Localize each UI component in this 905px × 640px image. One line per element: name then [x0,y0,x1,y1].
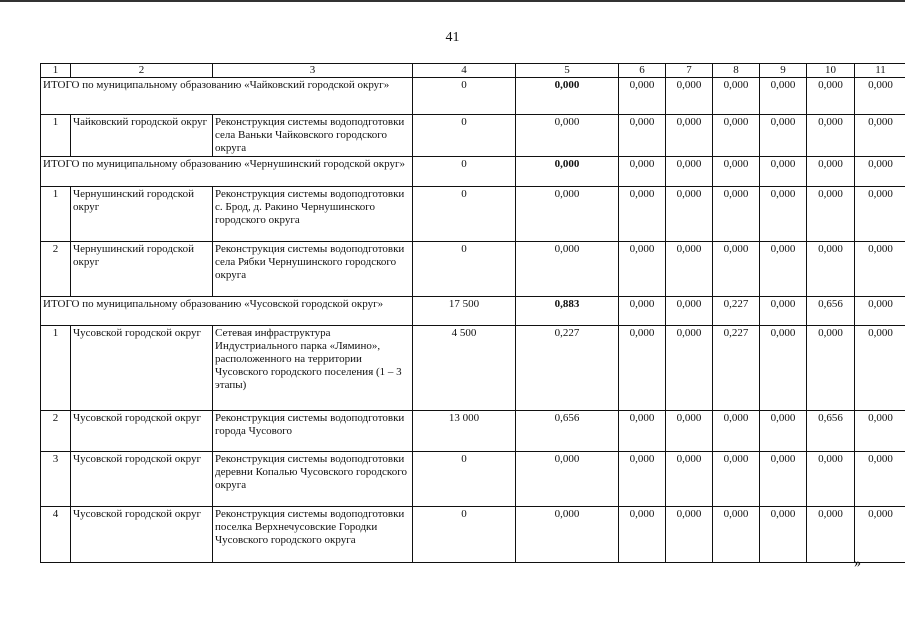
table-row [41,507,905,563]
column-11-value: 0,000 [855,326,905,411]
column-7-value: 0,000 [666,78,713,115]
column-6-value: 0,000 [619,157,666,187]
object-cell: Реконструкция системы водоподготовки с. Брод, д. Ракино Чернушинского городского округа [213,187,413,242]
object-cell: Реконструкция системы водоподготовки села Рябки Чернушинского городского округа [213,242,413,297]
column-4-value: 0 [413,157,516,187]
column-7-value: 0,000 [666,326,713,411]
row-number: 1 [41,326,71,411]
object-cell: Реконструкция системы водоподготовки поселка Верхнечусовские Городки Чусовского городского округа [213,507,413,563]
column-10-value: 0,000 [807,115,855,157]
municipality-cell: Чусовской городской округ [71,326,213,411]
column-8-value: 0,000 [713,452,760,507]
column-7-value: 0,000 [666,115,713,157]
column-6-value: 0,000 [619,507,666,563]
column-7-value: 0,000 [666,297,713,326]
column-6-value: 0,000 [619,115,666,157]
column-7-value: 0,000 [666,187,713,242]
municipality-cell: Чернушинский городской округ [71,242,213,297]
column-8-value: 0,000 [713,187,760,242]
column-5-value: 0,883 [516,297,619,326]
top-border-line [0,0,905,2]
table-row [41,115,905,157]
object-cell: Сетевая инфраструктура Индустриального парка «Лямино», расположенного на территории Чусовского городского поселения (1 – 3 этапы) [213,326,413,411]
row-number: 1 [41,115,71,157]
column-11-value: 0,000 [855,452,905,507]
column-number-1: 1 [41,64,71,78]
column-8-value: 0,000 [713,242,760,297]
column-8-value: 0,000 [713,411,760,452]
column-4-value: 0 [413,452,516,507]
column-7-value: 0,000 [666,157,713,187]
column-5-value: 0,000 [516,78,619,115]
column-9-value: 0,000 [760,115,807,157]
column-5-value: 0,000 [516,452,619,507]
column-10-value: 0,656 [807,297,855,326]
column-8-value: 0,000 [713,115,760,157]
column-number-11: 11 [855,64,905,78]
row-number: 2 [41,242,71,297]
column-number-4: 4 [413,64,516,78]
page-number: 41 [445,30,460,45]
column-5-value: 0,000 [516,507,619,563]
column-5-value: 0,000 [516,157,619,187]
column-number-2: 2 [71,64,213,78]
column-4-value: 0 [413,78,516,115]
municipality-cell: Чернушинский городской округ [71,187,213,242]
column-11-value: 0,000 [855,242,905,297]
column-number-8: 8 [713,64,760,78]
column-6-value: 0,000 [619,452,666,507]
column-6-value: 0,000 [619,78,666,115]
column-6-value: 0,000 [619,297,666,326]
column-7-value: 0,000 [666,242,713,297]
column-number-9: 9 [760,64,807,78]
column-6-value: 0,000 [619,411,666,452]
object-cell: Реконструкция системы водоподготовки села Ваньки Чайковского городского округа [213,115,413,157]
column-11-value: 0,000 [855,187,905,242]
row-number: 4 [41,507,71,563]
column-number-5: 5 [516,64,619,78]
total-label: ИТОГО по муниципальному образованию «Чайковский городской округ» [41,78,413,115]
column-5-value: 0,227 [516,326,619,411]
column-10-value: 0,000 [807,326,855,411]
column-11-value: 0,000 [855,411,905,452]
table-row [41,242,905,297]
column-6-value: 0,000 [619,326,666,411]
column-9-value: 0,000 [760,507,807,563]
column-9-value: 0,000 [760,297,807,326]
table-row [41,411,905,452]
column-9-value: 0,000 [760,452,807,507]
table-row [41,326,905,411]
municipality-cell: Чусовской городской округ [71,452,213,507]
row-number: 1 [41,187,71,242]
municipality-cell: Чусовской городской округ [71,411,213,452]
column-number-3: 3 [213,64,413,78]
column-10-value: 0,000 [807,242,855,297]
column-8-value: 0,000 [713,157,760,187]
column-5-value: 0,000 [516,115,619,157]
column-9-value: 0,000 [760,187,807,242]
table-row [41,187,905,242]
column-10-value: 0,000 [807,452,855,507]
row-number: 3 [41,452,71,507]
column-6-value: 0,000 [619,187,666,242]
column-8-value: 0,000 [713,507,760,563]
total-row [41,157,905,187]
column-4-value: 13 000 [413,411,516,452]
column-5-value: 0,000 [516,242,619,297]
object-cell: Реконструкция системы водоподготовки деревни Копалью Чусовского городского округа [213,452,413,507]
column-4-value: 0 [413,115,516,157]
column-11-value: 0,000 [855,78,905,115]
column-10-value: 0,000 [807,507,855,563]
column-9-value: 0,000 [760,411,807,452]
column-11-value: 0,000 [855,157,905,187]
column-5-value: 0,656 [516,411,619,452]
column-10-value: 0,000 [807,78,855,115]
column-number-6: 6 [619,64,666,78]
column-5-value: 0,000 [516,187,619,242]
total-label: ИТОГО по муниципальному образованию «Чернушинский городской округ» [41,157,413,187]
total-row [41,78,905,115]
column-4-value: 0 [413,507,516,563]
total-label: ИТОГО по муниципальному образованию «Чусовской городской округ» [41,297,413,326]
column-10-value: 0,656 [807,411,855,452]
column-11-value: 0,000 [855,507,905,563]
column-4-value: 0 [413,242,516,297]
header-row [41,64,905,78]
municipality-cell: Чусовской городской округ [71,507,213,563]
row-number: 2 [41,411,71,452]
column-8-value: 0,227 [713,326,760,411]
total-row [41,297,905,326]
funding-table [40,63,905,563]
column-9-value: 0,000 [760,157,807,187]
column-number-10: 10 [807,64,855,78]
municipality-cell: Чайковский городской округ [71,115,213,157]
column-4-value: 4 500 [413,326,516,411]
column-11-value: 0,000 [855,297,905,326]
column-11-value: 0,000 [855,115,905,157]
column-9-value: 0,000 [760,326,807,411]
column-8-value: 0,000 [713,78,760,115]
table-row [41,452,905,507]
column-7-value: 0,000 [666,411,713,452]
column-10-value: 0,000 [807,157,855,187]
column-number-7: 7 [666,64,713,78]
column-4-value: 17 500 [413,297,516,326]
column-7-value: 0,000 [666,452,713,507]
column-8-value: 0,227 [713,297,760,326]
column-7-value: 0,000 [666,507,713,563]
column-10-value: 0,000 [807,187,855,242]
object-cell: Реконструкция системы водоподготовки города Чусового [213,411,413,452]
column-9-value: 0,000 [760,242,807,297]
column-9-value: 0,000 [760,78,807,115]
closing-quote-mark: » [854,556,861,571]
column-4-value: 0 [413,187,516,242]
column-6-value: 0,000 [619,242,666,297]
